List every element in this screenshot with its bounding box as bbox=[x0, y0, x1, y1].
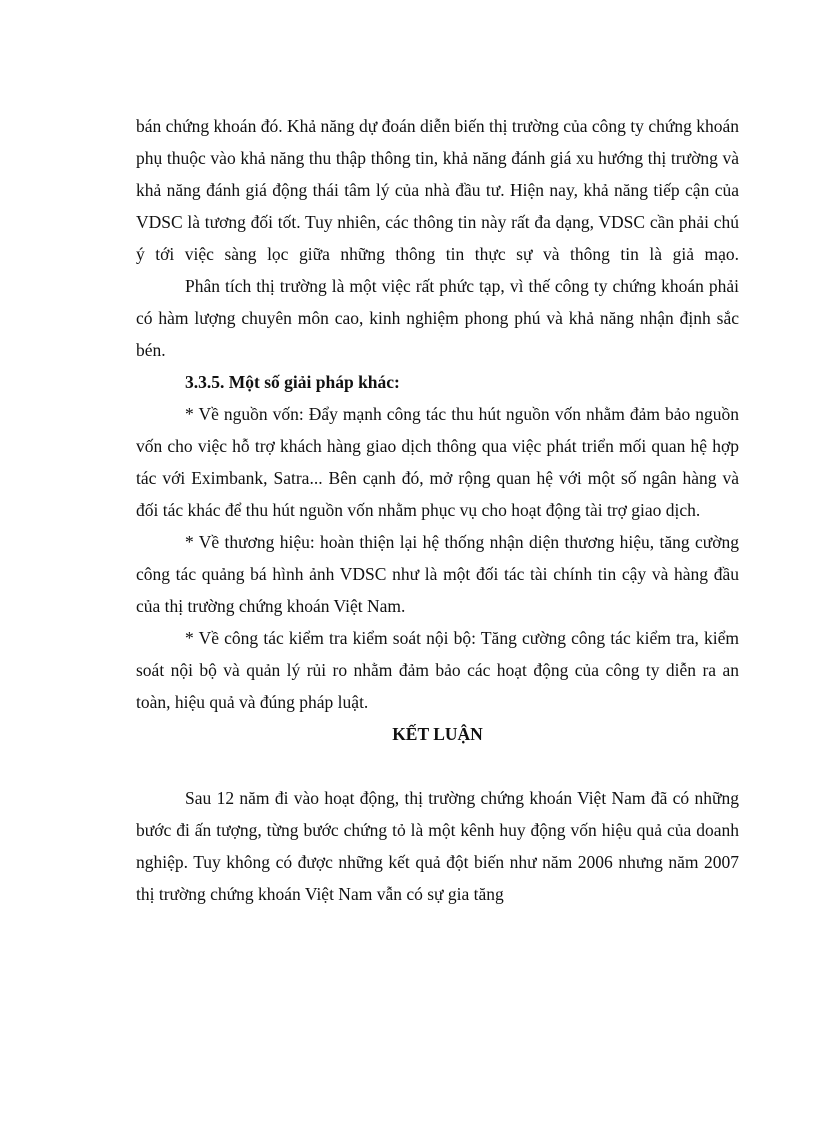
section-heading-other-solutions: 3.3.5. Một số giải pháp khác: bbox=[185, 372, 400, 392]
paragraph-market-forecast: bán chứng khoán đó. Khả năng dự đoán diễn biến thị trường của công ty chứng khoán phụ thuộc vào khả năng thu thập thông tin, khả năng đánh giá xu hướng thị trường và khả năng đánh giá động thái tâm lý của nhà đầu tư. Hiện nay, khả năng tiếp cận của VDSC là tương đối tốt. Tuy nhiên, các thông tin này rất đa dạng, VDSC cần phải chú ý tới việc sàng lọc giữa những thông tin thực sự và thông tin là giả mạo. bbox=[136, 116, 739, 264]
conclusion-title: KẾT LUẬN bbox=[392, 724, 483, 744]
paragraph-market-analysis: Phân tích thị trường là một việc rất phức tạp, vì thế công ty chứng khoán phải có hàm lượng chuyên môn cao, kinh nghiệm phong phú và khả năng nhận định sắc bén. bbox=[136, 276, 739, 360]
paragraph-brand: * Về thương hiệu: hoàn thiện lại hệ thống nhận diện thương hiệu, tăng cường công tác quảng bá hình ảnh VDSC như là một đối tác tài chính tin cậy và hàng đầu của thị trường chứng khoán Việt Nam. bbox=[136, 532, 739, 616]
paragraph-internal-control: * Về công tác kiểm tra kiểm soát nội bộ: Tăng cường công tác kiểm tra, kiểm soát nội bộ và quản lý rủi ro nhằm đảm bảo các hoạt động của công ty diễn ra an toàn, hiệu quả và đúng pháp luật. bbox=[136, 628, 739, 712]
blank-line bbox=[136, 750, 739, 782]
paragraph-conclusion: Sau 12 năm đi vào hoạt động, thị trường chứng khoán Việt Nam đã có những bước đi ấn tượng, từng bước chứng tỏ là một kênh huy động vốn hiệu quả của doanh nghiệp. Tuy không có được những kết quả đột biến như năm 2006 nhưng năm 2007 thị trường chứng khoán Việt Nam vẫn có sự gia tăng bbox=[136, 788, 739, 904]
paragraph-capital: * Về nguồn vốn: Đẩy mạnh công tác thu hút nguồn vốn nhằm đảm bảo nguồn vốn cho việc hỗ trợ khách hàng giao dịch thông qua việc phát triển mối quan hệ hợp tác với Eximbank, Satra... Bên cạnh đó, mở rộng quan hệ với một số ngân hàng và đối tác khác để thu hút nguồn vốn nhằm phục vụ cho hoạt động tài trợ giao dịch. bbox=[136, 404, 739, 520]
document-body bbox=[136, 110, 739, 910]
